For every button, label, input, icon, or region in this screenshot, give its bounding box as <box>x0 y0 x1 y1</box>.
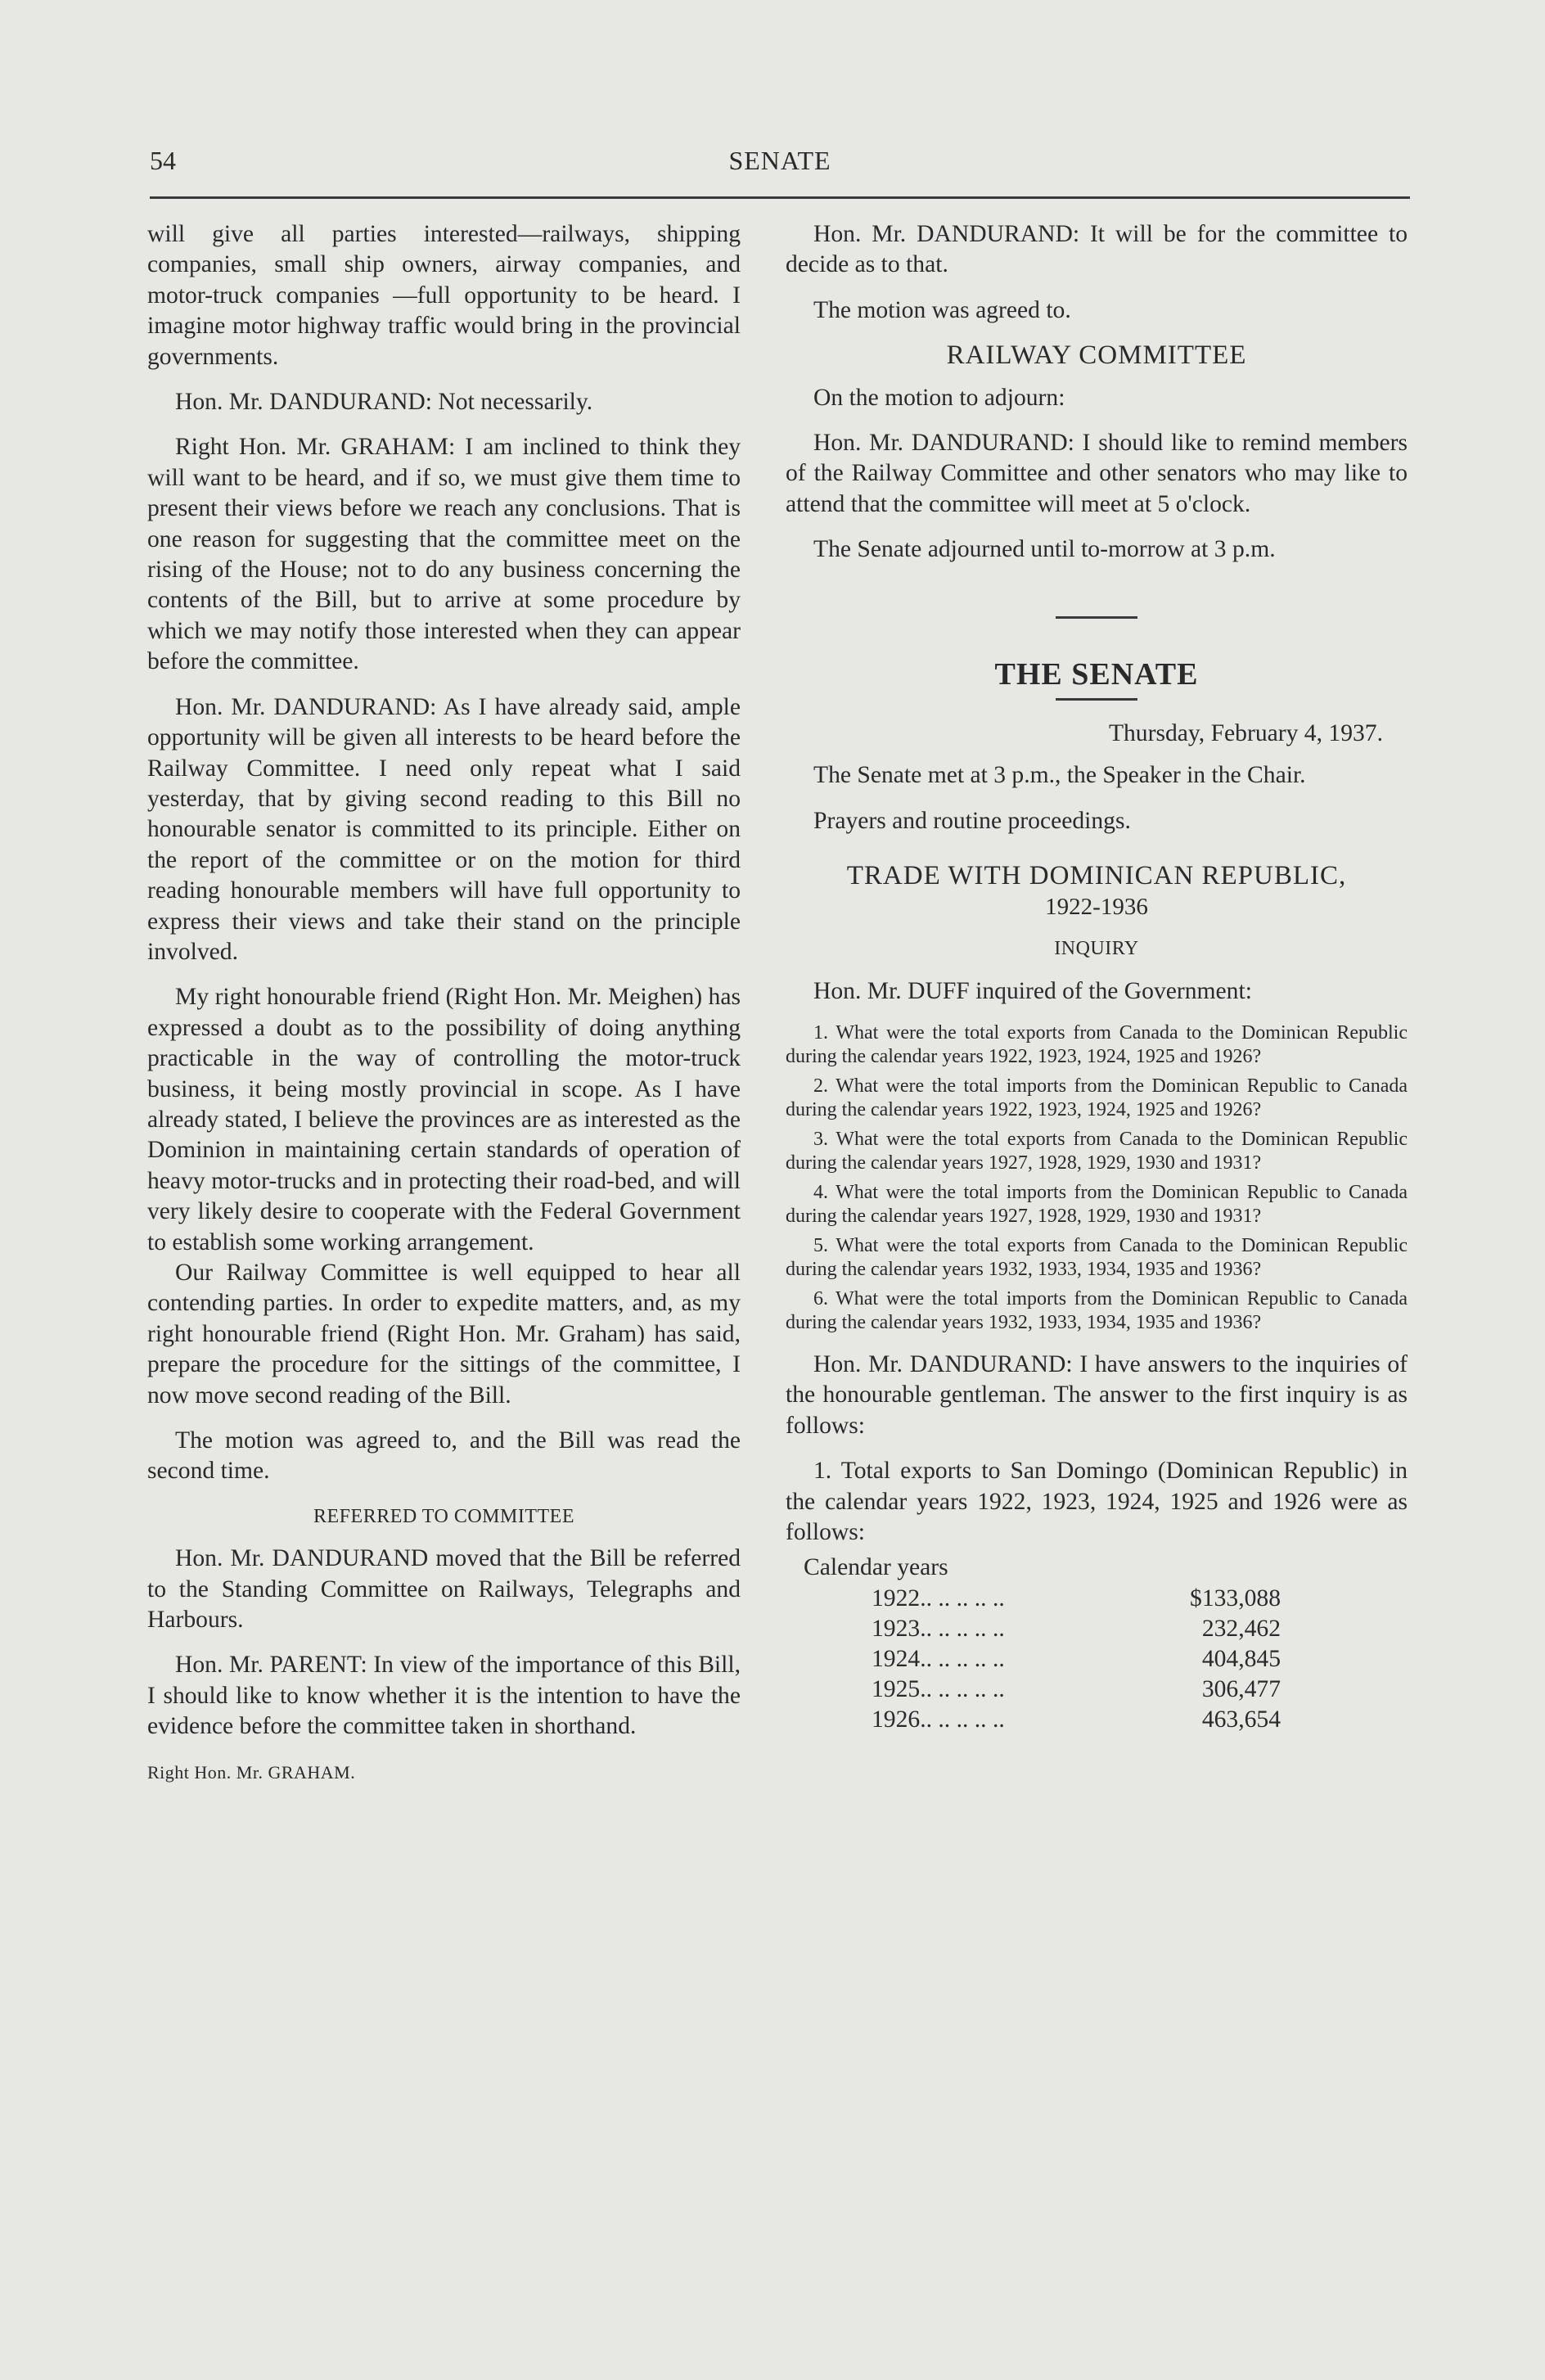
paragraph: Hon. Mr. PARENT: In view of the importance of this Bill, I should like to know whether it is the intention to have the evidence before the committee taken in shorthand. <box>147 1652 741 1740</box>
sub-heading-inquiry: INQUIRY <box>1054 938 1139 960</box>
paragraph: The motion was agreed to. <box>813 296 1071 323</box>
table-row <box>872 1644 1281 1675</box>
page-number: 54 <box>150 146 176 175</box>
year-cell: 1924.. .. .. .. .. <box>872 1645 1005 1672</box>
spacer <box>786 619 1408 660</box>
table-row <box>872 1584 1281 1614</box>
amount-cell: $133,088 <box>1190 1584 1281 1611</box>
right-column <box>786 219 1408 1735</box>
paragraph: will give all parties interested—railways, shipping companies, small ship owners, airway companies, and motor-truck companies —full opportunity to be heard. I imagine motor highway traffic would bring in the provincial governments. <box>147 221 741 370</box>
paragraph: 1. Total exports to San Domingo (Dominican Republic) in the calendar years 1922, 1923, 1924, 1925 and 1926 were as follows: <box>786 1458 1408 1545</box>
header-rule <box>150 196 1410 199</box>
inquiry-question: 1. What were the total exports from Canada to the Dominican Republic during the calendar years 1922, 1923, 1924, 1925 and 1926? <box>786 1021 1408 1067</box>
section-heading-trade: TRADE WITH DOMINICAN REPUBLIC, <box>846 861 1347 891</box>
inquiry-question: 4. What were the total imports from the Dominican Republic to Canada during the calendar years 1927, 1928, 1929, 1930 and 1931? <box>786 1181 1408 1227</box>
table-row <box>872 1614 1281 1644</box>
spacer <box>786 701 1408 719</box>
paragraph: Prayers and routine proceedings. <box>813 807 1131 834</box>
paragraph: Hon. Mr. DUFF inquired of the Government: <box>813 977 1252 1004</box>
paragraph: On the motion to adjourn: <box>813 384 1065 411</box>
inquiry-question: 2. What were the total imports from the Dominican Republic to Canada during the calendar years 1922, 1923, 1924, 1925 and 1926? <box>786 1075 1408 1120</box>
paragraph: The Senate adjourned until to-morrow at 3 p.m. <box>813 536 1276 563</box>
inquiry-question: 6. What were the total imports from the Dominican Republic to Canada during the calendar years 1932, 1933, 1934, 1935 and 1936? <box>786 1287 1408 1333</box>
paragraph: Right Hon. Mr. GRAHAM: I am inclined to think they will want to be heard, and if so, we must give them time to present their views before we reach any conclusions. That is one reason for suggesting that the committee meet on the rising of the House; not to do any business concerning the contents of the Bill, but to arrive at some procedure by which we may notify those interested when they can appear before the committee. <box>147 434 741 675</box>
paragraph: Hon. Mr. DANDURAND: As I have already said, ample opportunity will be given all interests to be heard before the Railway Committee. I need only repeat what I said yesterday, that by giving second reading to this Bill no honourable senator is committed to its principle. Either on the report of the committee or on the motion for third reading honourable members will have full opportunity to express their views and take their stand on the principle involved. <box>147 693 741 965</box>
inquiry-question: 5. What were the total exports from Canada to the Dominican Republic during the calendar years 1932, 1933, 1934, 1935 and 1936? <box>786 1234 1408 1280</box>
paragraph: Our Railway Committee is well equipped to hear all contending parties. In order to expedite matters, and, as my right honourable friend (Right Hon. Mr. Graham) has said, prepare the procedure for the sittings of the committee, I now move second reading of the Bill. <box>147 1260 741 1409</box>
year-cell: 1922.. .. .. .. .. <box>872 1584 1005 1611</box>
amount-cell: 463,654 <box>1201 1706 1281 1733</box>
paragraph: Hon. Mr. DANDURAND: I have answers to the inquiries of the honourable gentleman. The answer to the first inquiry is as follows: <box>786 1350 1408 1439</box>
paragraph: Hon. Mr. DANDURAND: Not necessarily. <box>175 389 593 416</box>
amount-cell: 404,845 <box>1201 1645 1281 1672</box>
year-cell: 1926.. .. .. .. .. <box>872 1706 1005 1733</box>
spacer <box>786 580 1408 616</box>
year-cell: 1925.. .. .. .. .. <box>872 1675 1005 1702</box>
section-heading-railway: RAILWAY COMMITTEE <box>946 340 1247 371</box>
paragraph: Hon. Mr. DANDURAND moved that the Bill be referred to the Standing Committee on Railways, Telegraphs and Harbours. <box>147 1545 741 1634</box>
footer-note: Right Hon. Mr. GRAHAM. <box>147 1761 356 1783</box>
paragraph: Hon. Mr. DANDURAND: It will be for the committee to decide as to that. <box>786 221 1408 278</box>
table-row <box>872 1705 1281 1735</box>
table-heading: Calendar years <box>804 1554 948 1581</box>
sitting-date: Thursday, February 4, 1937. <box>1108 720 1383 747</box>
section-heading-referred: REFERRED TO COMMITTEE <box>313 1505 574 1527</box>
table-row <box>872 1675 1281 1705</box>
paragraph: My right honourable friend (Right Hon. Mr. Meighen) has expressed a doubt as to the possibility of doing anything practicable in the way of controlling the motor-truck business, it being mostly provincial in scope. As I have already stated, I believe the provinces are as interested as the Dominion in maintaining certain standards of operation of heavy motor-trucks and in protecting their road-bed, and will very likely desire to cooperate with the Federal Government to establish some working arrangement. <box>147 984 741 1255</box>
section-title-senate: THE SENATE <box>994 656 1199 692</box>
year-cell: 1923.. .. .. .. .. <box>872 1615 1005 1642</box>
page-header <box>150 146 1410 187</box>
paragraph: The motion was agreed to, and the Bill was read the second time. <box>147 1427 741 1485</box>
section-heading-trade-years: 1922-1936 <box>1045 893 1148 920</box>
left-column <box>147 219 741 1802</box>
running-head: SENATE <box>728 146 831 175</box>
paragraph: The Senate met at 3 p.m., the Speaker in the Chair. <box>813 762 1306 789</box>
amount-cell: 232,462 <box>1201 1615 1281 1642</box>
paragraph: Hon. Mr. DANDURAND: I should like to remind members of the Railway Committee and other senators who may like to attend that the committee will meet at 5 o'clock. <box>786 430 1408 517</box>
exports-table <box>872 1584 1281 1735</box>
amount-cell: 306,477 <box>1201 1675 1281 1702</box>
inquiry-question: 3. What were the total exports from Canada to the Dominican Republic during the calendar years 1927, 1928, 1929, 1930 and 1931? <box>786 1128 1408 1174</box>
